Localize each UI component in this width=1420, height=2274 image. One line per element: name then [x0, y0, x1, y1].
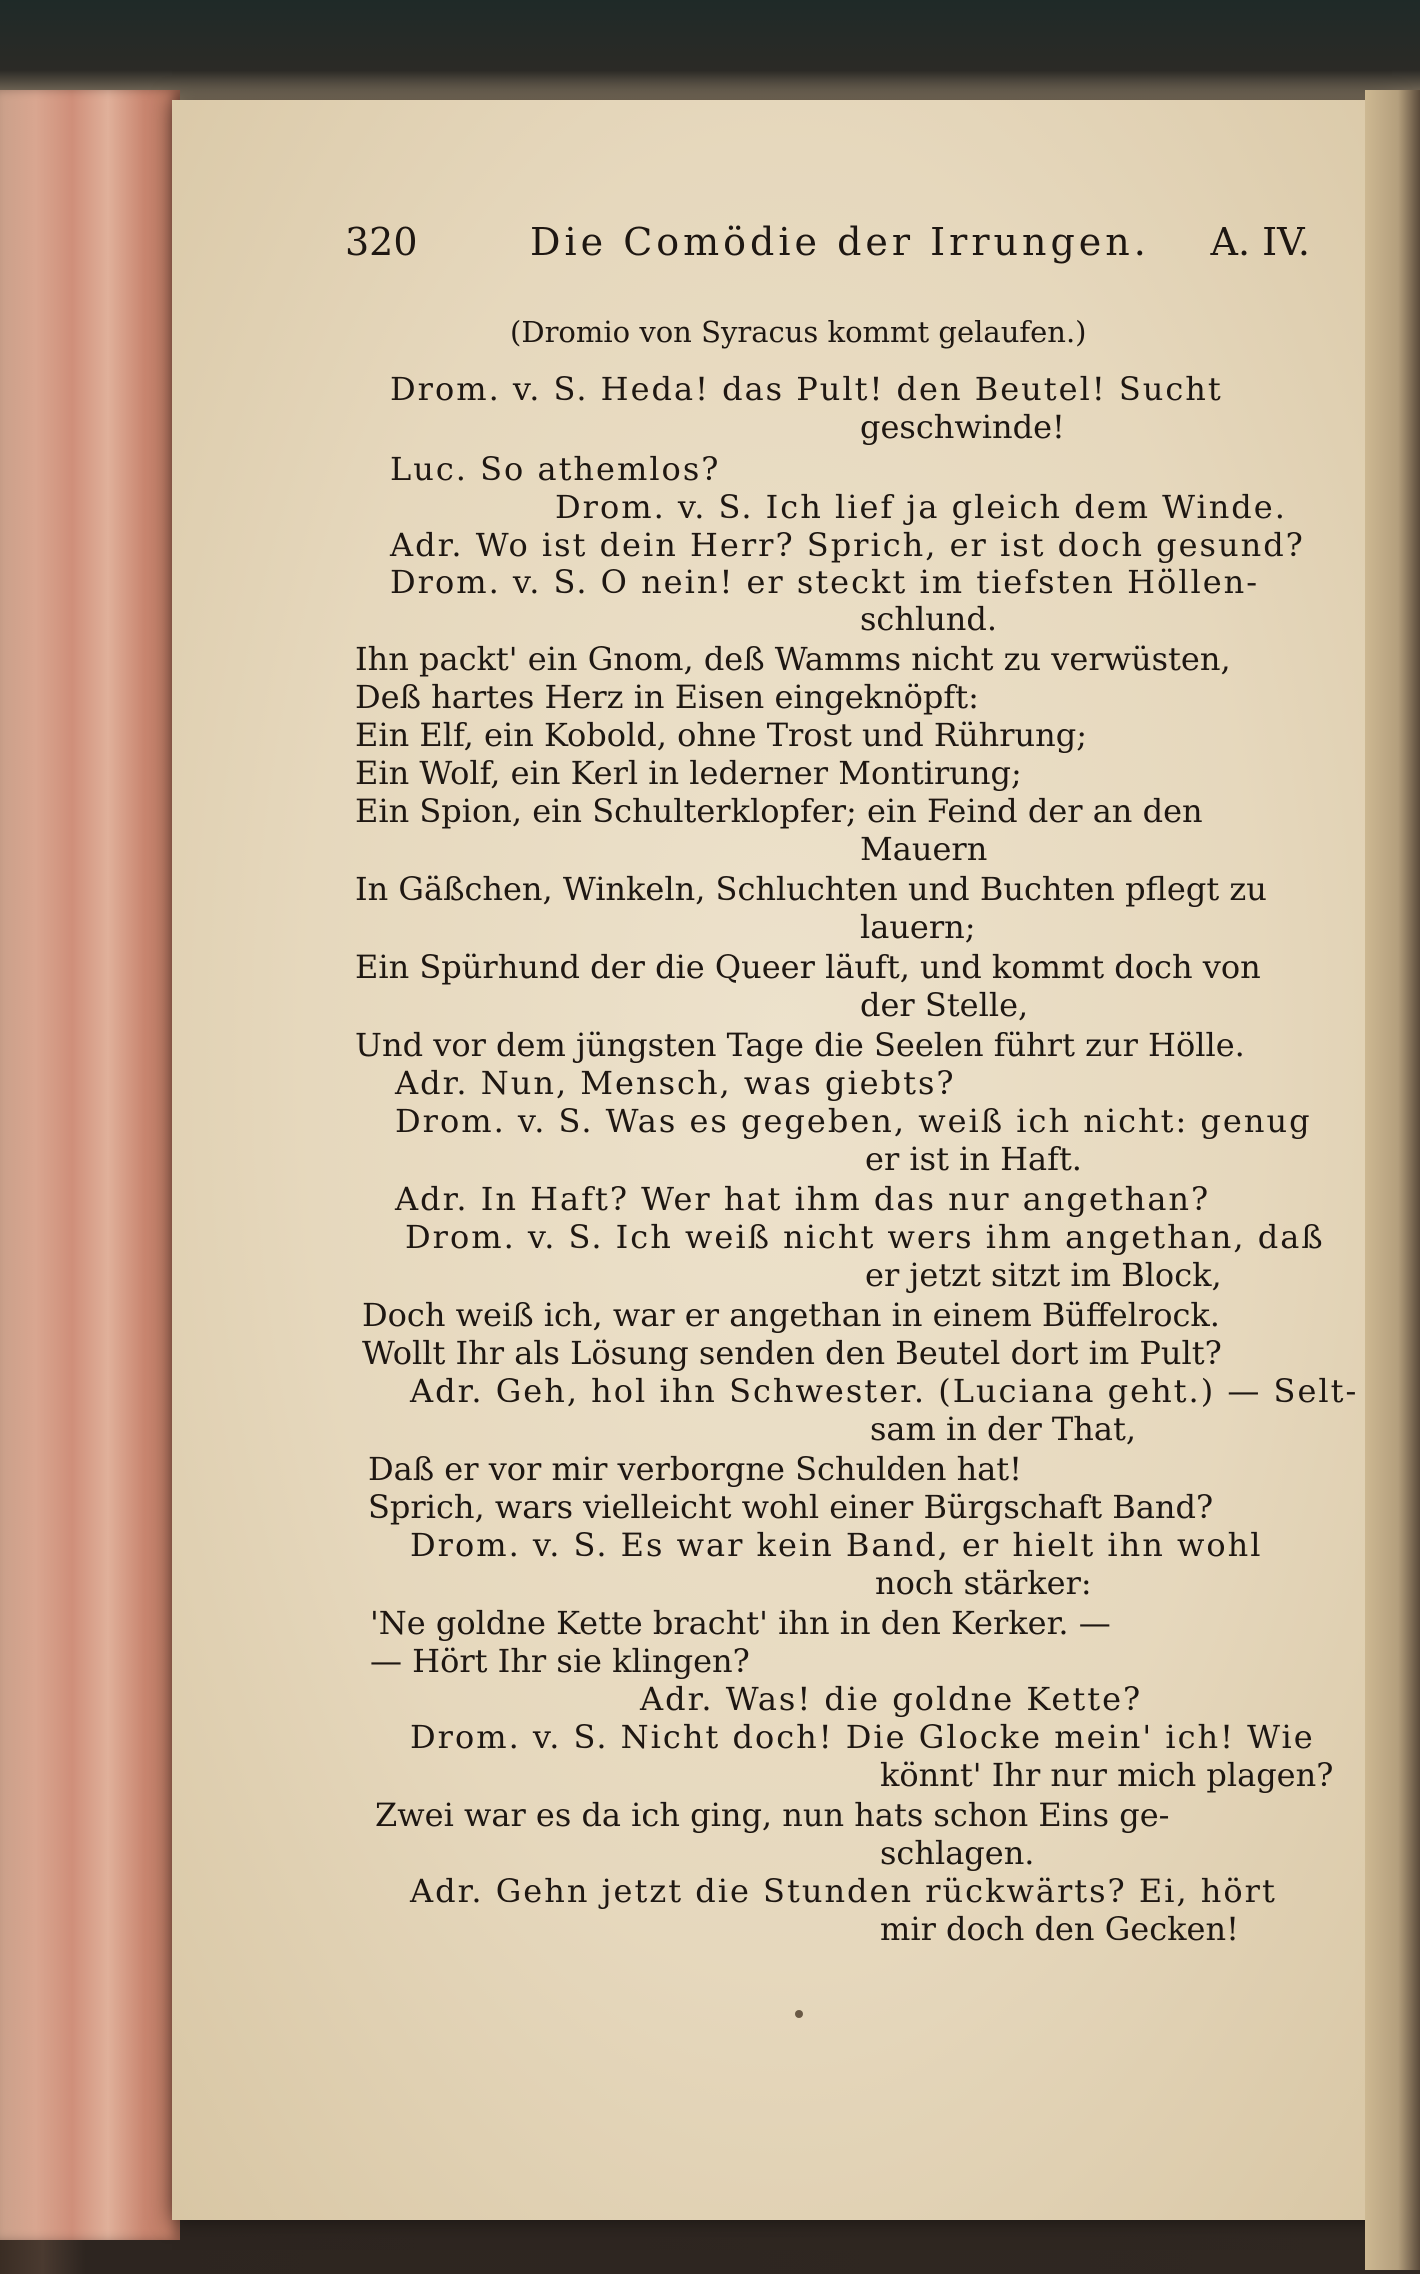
page-edges-left [0, 90, 180, 2240]
dialogue-line: Sprich, wars vielleicht wohl einer Bürgschaft Band? [368, 1488, 1214, 1526]
dialogue-line: Ihn packt' ein Gnom, deß Wamms nicht zu verwüsten, [355, 640, 1231, 678]
dialogue-line: Drom. v. S. Ich lief ja gleich dem Winde. [555, 488, 1287, 526]
dialogue-line: Drom. v. S. Was es gegeben, weiß ich nicht: genug [395, 1102, 1312, 1140]
dialogue-line: Adr. Nun, Mensch, was giebts? [395, 1064, 956, 1102]
dialogue-line: Drom. v. S. Es war kein Band, er hielt ihn wohl [410, 1526, 1263, 1564]
running-title: Die Comödie der Irrungen. [530, 220, 1150, 264]
dialogue-line: Ein Spion, ein Schulterklopfer; ein Feind der an den [355, 792, 1203, 830]
dialogue-line: Daß er vor mir verborgne Schulden hat! [368, 1450, 1023, 1488]
printer-mark [795, 2010, 803, 2018]
dialogue-line: Drom. v. S. Ich weiß nicht wers ihm angethan, daß [405, 1218, 1325, 1256]
dialogue-line: Ein Elf, ein Kobold, ohne Trost und Rührung; [355, 716, 1088, 754]
dialogue-line: mir doch den Gecken! [880, 1910, 1239, 1948]
dialogue-line: sam in der That, [870, 1410, 1136, 1448]
dialogue-line: Drom. v. S. O nein! er steckt im tiefsten Höllen- [390, 563, 1260, 601]
dialogue-line: er ist in Haft. [865, 1140, 1082, 1178]
dialogue-line: schlund. [860, 600, 998, 638]
dialogue-line: Ein Spürhund der die Queer läuft, und kommt doch von [355, 948, 1261, 986]
dialogue-line: noch stärker: [875, 1564, 1092, 1602]
dialogue-line: Adr. Gehn jetzt die Stunden rückwärts? Ei, hört [410, 1872, 1277, 1910]
dialogue-line: er jetzt sitzt im Block, [865, 1256, 1222, 1294]
dialogue-line: Doch weiß ich, war er angethan in einem Büffelrock. [362, 1296, 1220, 1334]
dialogue-line: Drom. v. S. Nicht doch! Die Glocke mein' ich! Wie [410, 1718, 1315, 1756]
running-head [345, 220, 1310, 270]
dialogue-line: In Gäßchen, Winkeln, Schluchten und Buchten pflegt zu [355, 870, 1267, 908]
page-number: 320 [345, 220, 418, 264]
act-label: A. IV. [1210, 220, 1310, 264]
dialogue-line: Zwei war es da ich ging, nun hats schon Eins ge- [375, 1796, 1170, 1834]
dialogue-line: Adr. Geh, hol ihn Schwester. (Luciana geht.) — Selt- [410, 1372, 1359, 1410]
dialogue-line: schlagen. [880, 1834, 1035, 1872]
dialogue-line: Adr. In Haft? Wer hat ihm das nur angethan? [395, 1180, 1211, 1218]
dialogue-line: Ein Wolf, ein Kerl in lederner Montirung; [355, 754, 1022, 792]
dialogue-line: Drom. v. S. Heda! das Pult! den Beutel! Sucht [390, 370, 1223, 408]
dialogue-line: — Hört Ihr sie klingen? [370, 1642, 750, 1680]
dialogue-line: 'Ne goldne Kette bracht' ihn in den Kerker. — [370, 1604, 1111, 1642]
dialogue-line: Adr. Wo ist dein Herr? Sprich, er ist doch gesund? [390, 526, 1305, 564]
dialogue-line: Mauern [860, 830, 988, 868]
dialogue-line: lauern; [860, 908, 976, 946]
dialogue-line: der Stelle, [860, 986, 1029, 1024]
dialogue-line: Luc. So athemlos? [390, 450, 721, 488]
stage-direction: (Dromio von Syracus kommt gelaufen.) [510, 315, 1087, 349]
page-edges-right [1365, 90, 1420, 2270]
dialogue-line: Und vor dem jüngsten Tage die Seelen führt zur Hölle. [355, 1026, 1245, 1064]
dialogue-line: Adr. Was! die goldne Kette? [640, 1680, 1143, 1718]
dialogue-line: Deß hartes Herz in Eisen eingeknöpft: [355, 678, 979, 716]
dialogue-line: geschwinde! [860, 408, 1065, 446]
dialogue-line: Wollt Ihr als Lösung senden den Beutel dort im Pult? [362, 1334, 1222, 1372]
dialogue-line: könnt' Ihr nur mich plagen? [880, 1756, 1334, 1794]
book-cover-top [0, 0, 1420, 100]
